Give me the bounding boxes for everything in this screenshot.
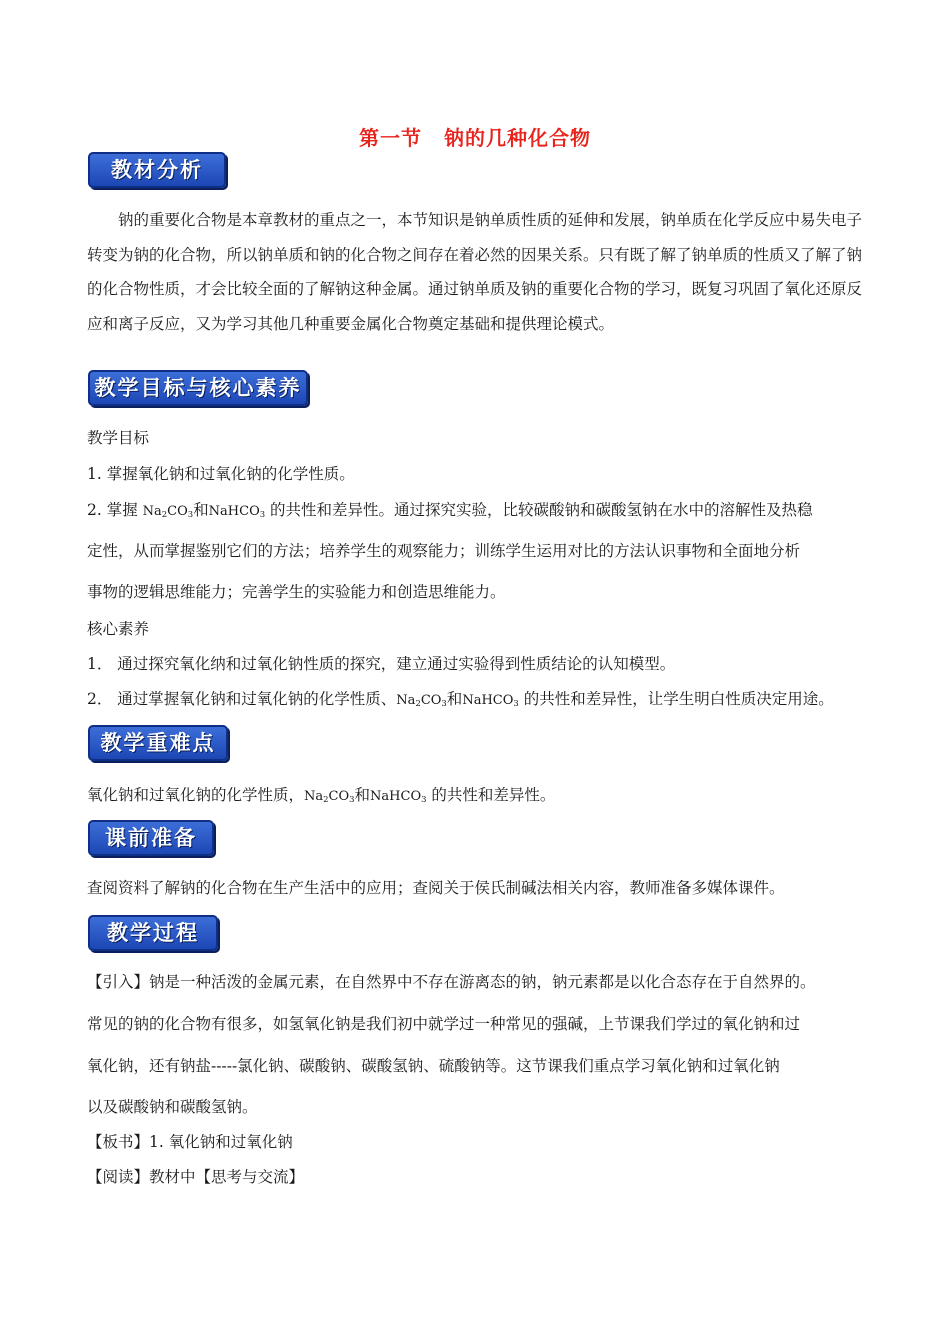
process-intro-line-4: 以及碳酸钠和碳酸氢钠。: [87, 1098, 258, 1116]
literacy-item-1: 1． 通过探究氧化纳和过氧化钠性质的探究，建立通过实验得到性质结论的认知模型。: [87, 655, 676, 673]
nahco3-formula: NaHCO$_3$: [462, 693, 519, 709]
process-intro-line-1: 【引入】钠是一种活泼的金属元素，在自然界中不存在游离态的钠，钠元素都是以化合态存在于自然界的。: [87, 973, 816, 991]
literacy-heading: 核心素养: [87, 620, 150, 638]
page-title: [0, 122, 950, 151]
na2co3-formula: $Na_2CO_3$: [142, 504, 194, 520]
process-intro-line-3: 氧化钠，还有钠盐-----氯化钠、碳酸钠、碳酸氢钠、硫酸钠等。这节课我们重点学习氧化钠和过氧化钠: [87, 1057, 780, 1075]
process-reading-note: 【阅读】教材中【思考与交流】: [87, 1168, 305, 1186]
analysis-paragraph: 钠的重要化合物是本章教材的重点之一，本节知识是钠单质性质的延伸和发展，钠单质在化学反应中易失电子转变为钠的化合物，所以钠单质和钠的化合物之间存在着必然的因果关系。只有既了解了钠单质的性质又了解了钠的化合物性质，才会比较全面的了解钠这种金属。通过钠单质及钠的重要化合物的学习，既复习巩固了氧化还原反应和离子反应，又为学习其他几种重要金属化合物奠定基础和提供理论模式。: [87, 211, 863, 333]
goals-heading: 教学目标: [87, 429, 150, 447]
process-intro-line-2: 常见的钠的化合物有很多，如氢氧化钠是我们初中就学过一种常见的强碱，上节课我们学过的氧化钠和过: [87, 1015, 801, 1033]
goal-item-2-line-3: 事物的逻辑思维能力；完善学生的实验能力和创造思维能力。: [87, 583, 506, 601]
goal-item-2-line-2: 定性，从而掌握鉴别它们的方法；培养学生的观察能力；训练学生运用对比的方法认识事物和全面地分析: [87, 542, 801, 560]
title-section-number: 第一节: [359, 126, 422, 150]
goal-item-1: 1. 掌握氧化钠和过氧化钠的化学性质。: [87, 465, 355, 483]
section-badge-goals: 教学目标与核心素养: [88, 370, 308, 406]
goal-item-2-line-1: 2. 掌握 $Na_2CO_3$和NaHCO$_3$ 的共性和差异性。通过探究实验，比较碳酸钠和碳酸氢钠在水中的溶解性及热稳: [87, 501, 813, 520]
keypoints-text: 氧化钠和过氧化钠的化学性质，$Na_2CO_3$和NaHCO$_3$ 的共性和差异性。: [87, 786, 556, 805]
na2co3-formula: $Na_2CO_3$: [304, 789, 355, 805]
section-badge-preparation: 课前准备: [88, 820, 214, 856]
process-board-note: 【板书】1. 氧化钠和过氧化钠: [87, 1133, 293, 1151]
na2co3-formula: $Na_2CO_3$: [396, 693, 447, 709]
section-badge-analysis: 教材分析: [88, 152, 226, 188]
nahco3-formula: NaHCO$_3$: [370, 789, 427, 805]
nahco3-formula: NaHCO$_3$: [208, 504, 266, 520]
section-badge-keypoints: 教学重难点: [88, 725, 228, 761]
section-badge-process: 教学过程: [88, 915, 218, 951]
preparation-text: 查阅资料了解钠的化合物在生产生活中的应用；查阅关于侯氏制碱法相关内容，教师准备多媒体课件。: [87, 879, 785, 897]
literacy-item-2: 2． 通过掌握氧化钠和过氧化钠的化学性质、$Na_2CO_3$和NaHCO$_3$ 的共性和差异性，让学生明白性质决定用途。: [87, 690, 834, 709]
title-topic: 钠的几种化合物: [444, 126, 591, 150]
